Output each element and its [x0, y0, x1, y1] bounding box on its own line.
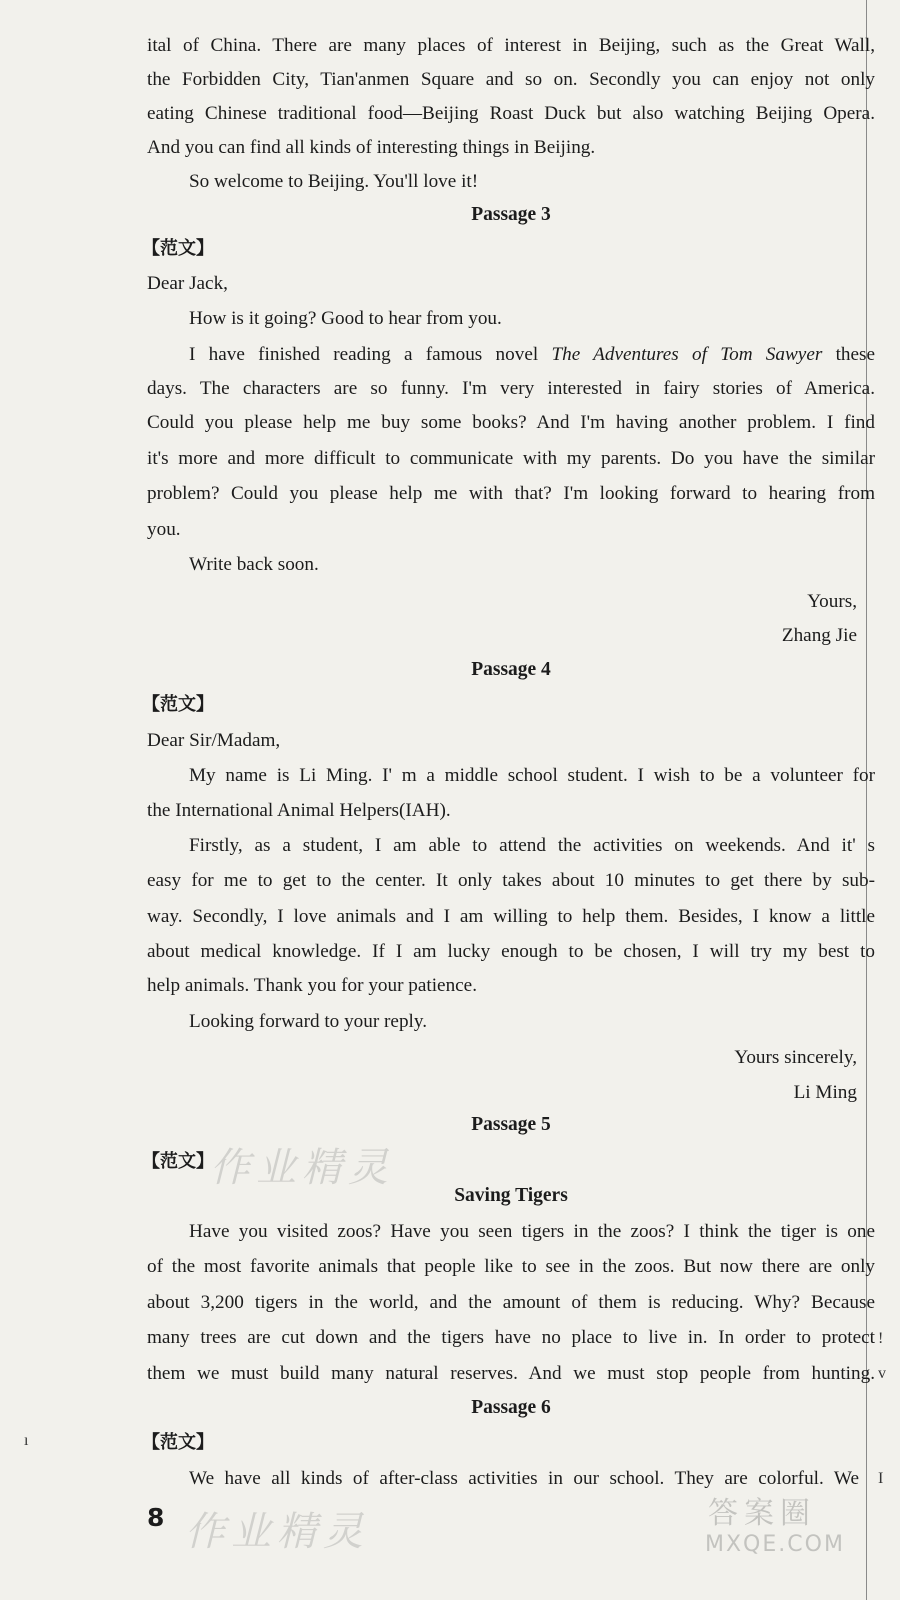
watermark: 作业精灵 [210, 1145, 394, 1191]
text-line: it's more and more difficult to communicate with my parents. Do you have the similar [147, 448, 875, 469]
sample-essay-label: 【范文】 [142, 1432, 214, 1453]
letter-salutation: Dear Sir/Madam, [147, 730, 281, 751]
watermark-logo: 答案圈 [708, 1496, 816, 1531]
letter-signature: Zhang Jie [781, 625, 857, 646]
passage-5-title: Passage 5 [471, 1114, 551, 1135]
text-line: about medical knowledge. If I am lucky enough to be chosen, I will try my best to [147, 941, 875, 962]
text-line: problem? Could you please help me with that? I'm looking forward to hearing from [147, 483, 875, 504]
text-line: you. [147, 519, 181, 540]
passage-3-title: Passage 3 [471, 204, 551, 225]
page-number: 8 [147, 1503, 165, 1532]
sample-essay-label: 【范文】 [142, 238, 214, 259]
text-line [189, 343, 875, 367]
text-line: So welcome to Beijing. You'll love it! [189, 171, 479, 192]
margin-mark: I [878, 1470, 884, 1487]
watermark-url: MXQE.COM [705, 1532, 845, 1557]
text-line: My name is Li Ming. I' m a middle school student. I wish to be a volunteer for [189, 765, 875, 786]
text-line: Firstly, as a student, I am able to attend the activities on weekends. And it' s [189, 835, 875, 856]
text-line: Looking forward to your reply. [189, 1011, 428, 1032]
text-line: ital of China. There are many places of interest in Beijing, such as the Great Wall, [147, 35, 875, 56]
passage-6-title: Passage 6 [471, 1397, 551, 1418]
margin-mark: ı [24, 1432, 29, 1449]
text-line: help animals. Thank you for your patience. [147, 975, 478, 996]
watermark: 作业精灵 [185, 1509, 369, 1555]
text-line: of the most favorite animals that people like to see in the zoos. But now there are only [147, 1256, 875, 1277]
margin-mark: v [878, 1365, 886, 1382]
text-line: We have all kinds of after-class activities in our school. They are colorful. We [189, 1468, 859, 1489]
text-span: these [835, 344, 875, 365]
essay-title: Saving Tigers [454, 1185, 568, 1206]
text-line: Have you visited zoos? Have you seen tigers in the zoos? I think the tiger is one [189, 1221, 875, 1242]
text-line: many trees are cut down and the tigers have no place to live in. In order to protect [147, 1327, 875, 1348]
sample-essay-label: 【范文】 [142, 694, 214, 715]
sample-essay-label: 【范文】 [142, 1151, 214, 1172]
letter-signature: Li Ming [793, 1082, 857, 1103]
passage-4-title: Passage 4 [471, 659, 551, 680]
text-line: the International Animal Helpers(IAH). [147, 800, 451, 821]
text-line: about 3,200 tigers in the world, and the amount of them is reducing. Why? Because [147, 1292, 875, 1313]
letter-closing: Yours sincerely, [734, 1047, 857, 1068]
text-line: And you can find all kinds of interesting things in Beijing. [147, 137, 596, 158]
text-line: How is it going? Good to hear from you. [189, 308, 502, 329]
text-line: Write back soon. [189, 554, 319, 575]
text-line: Could you please help me buy some books? And I'm having another problem. I find [147, 412, 875, 433]
text-line: days. The characters are so funny. I'm very interested in fairy stories of America. [147, 378, 875, 399]
text-line: way. Secondly, I love animals and I am willing to help them. Besides, I know a little [147, 906, 875, 927]
margin-mark: ! [878, 1330, 884, 1347]
text-line: the Forbidden City, Tian'anmen Square and so on. Secondly you can enjoy not only [147, 69, 875, 90]
letter-closing: Yours, [807, 591, 857, 612]
text-line: them we must build many natural reserves. And we must stop people from hunting. [147, 1363, 875, 1384]
book-title: The Adventures of Tom Sawyer [551, 344, 823, 365]
text-span: I have finished reading a famous novel [189, 344, 539, 365]
text-line: eating Chinese traditional food—Beijing Roast Duck but also watching Beijing Opera. [147, 103, 875, 124]
letter-salutation: Dear Jack, [147, 273, 228, 294]
text-line: easy for me to get to the center. It only takes about 10 minutes to get there by sub- [147, 870, 875, 891]
